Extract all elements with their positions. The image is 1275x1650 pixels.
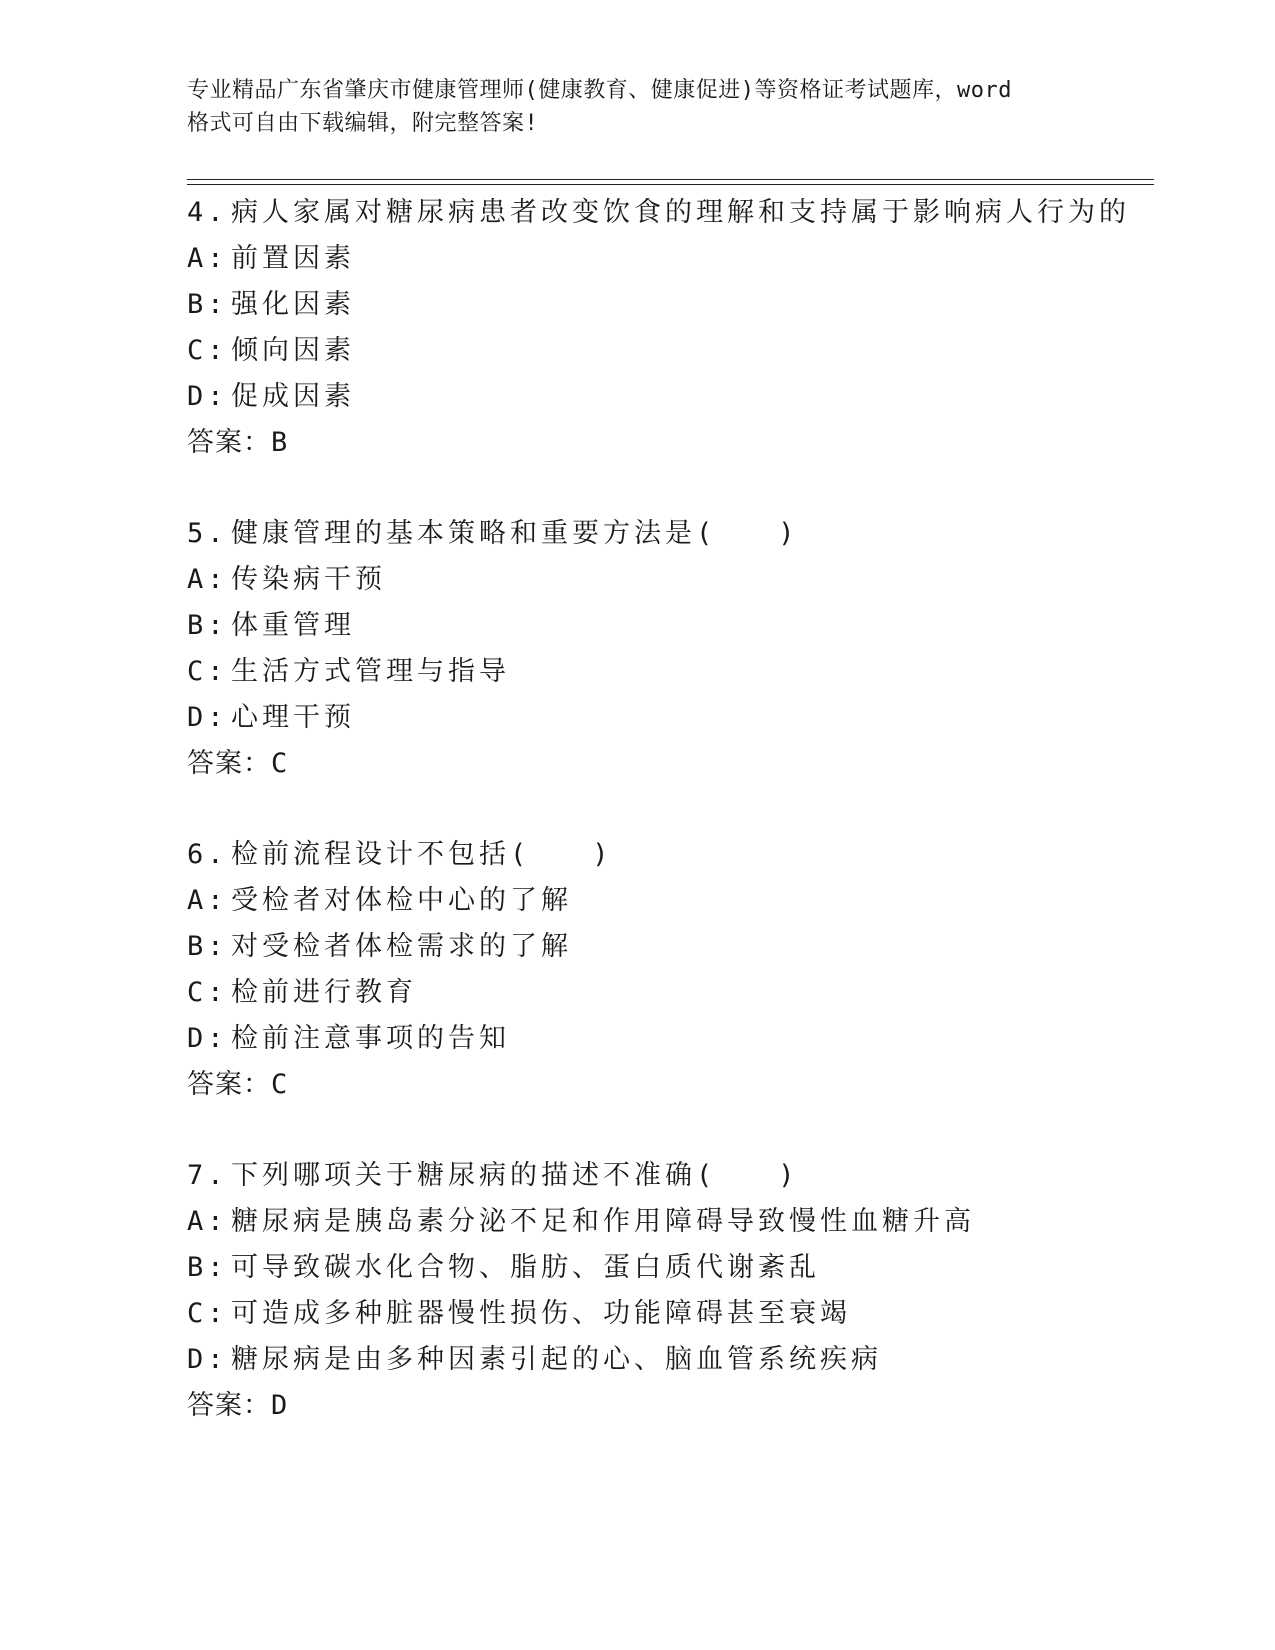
option-key: D:: [187, 1344, 228, 1375]
option-key: C:: [187, 335, 228, 366]
option-key: B:: [187, 931, 228, 962]
option-text: 倾向因素: [231, 335, 355, 366]
header-divider-top: [187, 179, 1154, 180]
option-text: 生活方式管理与指导: [231, 656, 510, 687]
option-text: 可导致碳水化合物、脂肪、蛋白质代谢紊乱: [231, 1252, 820, 1283]
option-text: 促成因素: [231, 381, 355, 412]
option-text: 强化因素: [231, 289, 355, 320]
option-d: [187, 695, 1147, 741]
option-c: [187, 328, 1147, 374]
question-6: [187, 832, 1147, 1108]
option-key: A:: [187, 885, 228, 916]
option-a: [187, 1199, 1147, 1245]
question-list: [187, 190, 1147, 1429]
option-a: [187, 236, 1147, 282]
option-b: [187, 282, 1147, 328]
option-key: C:: [187, 656, 228, 687]
option-text: 前置因素: [231, 243, 355, 274]
option-text: 体重管理: [231, 610, 355, 641]
option-text: 糖尿病是由多种因素引起的心、脑血管系统疾病: [231, 1344, 882, 1375]
header-divider-bottom: [187, 184, 1154, 185]
question-stem: [187, 1153, 1147, 1199]
option-text: 传染病干预: [231, 564, 386, 595]
option-key: B:: [187, 1252, 228, 1283]
option-c: [187, 1291, 1147, 1337]
header-line-1: 专业精品广东省肇庆市健康管理师(健康教育、健康促进)等资格证考试题库，word: [187, 78, 1012, 103]
answer-line: 答案：D: [187, 1390, 289, 1421]
option-key: C:: [187, 977, 228, 1008]
question-stem: [187, 190, 1147, 236]
answer-line: 答案：B: [187, 427, 289, 458]
option-d: [187, 1337, 1147, 1383]
option-a: [187, 557, 1147, 603]
option-key: C:: [187, 1298, 228, 1329]
option-text: 可造成多种脏器慢性损伤、功能障碍甚至衰竭: [231, 1298, 851, 1329]
option-key: A:: [187, 564, 228, 595]
option-c: [187, 649, 1147, 695]
question-number: 4.: [187, 197, 228, 228]
question-text: 健康管理的基本策略和重要方法是( ): [231, 518, 799, 549]
question-number: 5.: [187, 518, 228, 549]
option-key: A:: [187, 1206, 228, 1237]
option-key: B:: [187, 610, 228, 641]
option-text: 检前注意事项的告知: [231, 1023, 510, 1054]
option-d: [187, 1016, 1147, 1062]
option-text: 检前进行教育: [231, 977, 417, 1008]
option-key: D:: [187, 1023, 228, 1054]
header-line-2: 格式可自由下载编辑，附完整答案!: [187, 111, 539, 136]
option-text: 对受检者体检需求的了解: [231, 931, 572, 962]
option-c: [187, 970, 1147, 1016]
option-key: B:: [187, 289, 228, 320]
question-text: 下列哪项关于糖尿病的描述不准确( ): [231, 1160, 799, 1191]
option-a: [187, 878, 1147, 924]
question-7: [187, 1153, 1147, 1429]
option-key: D:: [187, 381, 228, 412]
option-text: 糖尿病是胰岛素分泌不足和作用障碍导致慢性血糖升高: [231, 1206, 975, 1237]
option-key: A:: [187, 243, 228, 274]
option-key: D:: [187, 702, 228, 733]
option-b: [187, 924, 1147, 970]
document-header: [187, 74, 1087, 140]
question-text: 检前流程设计不包括( ): [231, 839, 613, 870]
question-4: [187, 190, 1147, 466]
question-text: 病人家属对糖尿病患者改变饮食的理解和支持属于影响病人行为的: [231, 197, 1130, 228]
question-stem: [187, 832, 1147, 878]
answer-line: 答案：C: [187, 748, 289, 779]
option-text: 受检者对体检中心的了解: [231, 885, 572, 916]
option-b: [187, 603, 1147, 649]
question-number: 6.: [187, 839, 228, 870]
option-text: 心理干预: [231, 702, 355, 733]
option-b: [187, 1245, 1147, 1291]
answer-line: 答案：C: [187, 1069, 289, 1100]
question-number: 7.: [187, 1160, 228, 1191]
question-5: [187, 511, 1147, 787]
option-d: [187, 374, 1147, 420]
question-stem: [187, 511, 1147, 557]
